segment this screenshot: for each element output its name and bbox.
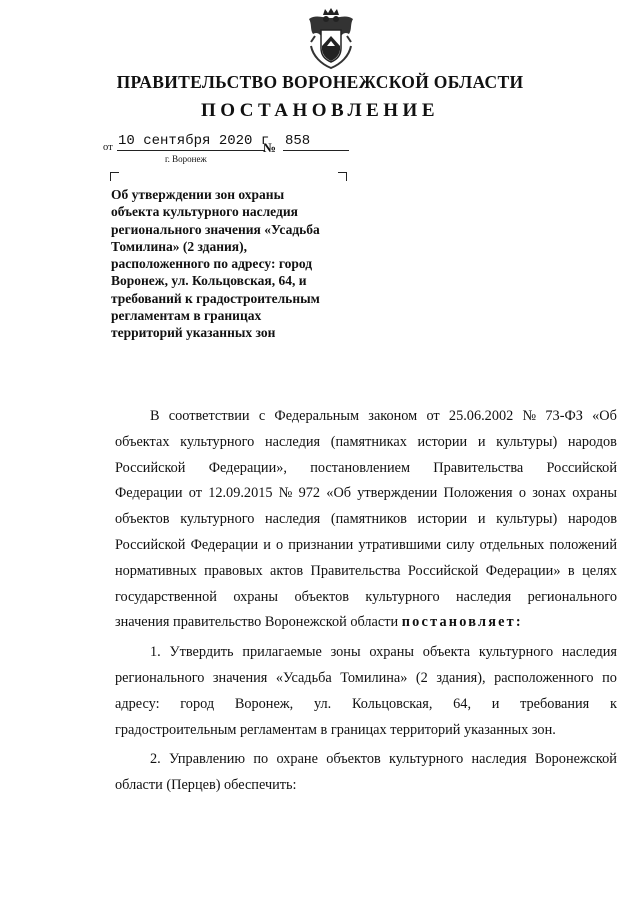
word: силу — [446, 536, 475, 553]
word: от — [188, 485, 202, 502]
word: Воронеж, — [234, 695, 294, 712]
word: о — [518, 485, 526, 502]
word: прилагаемые — [242, 644, 322, 661]
title-line: Воронеж, ул. Кольцовская, 64, и — [111, 273, 307, 289]
city: г. Воронеж — [165, 154, 207, 164]
word: государственной — [115, 588, 217, 605]
word: культуры) — [496, 511, 558, 528]
title-line: Томилина» (2 здания), — [111, 238, 247, 254]
word: наследия — [456, 588, 512, 605]
word: Федерации» — [485, 562, 561, 579]
preamble-line — [115, 481, 617, 507]
number-sign: № — [263, 140, 277, 155]
word: (2 — [415, 669, 428, 686]
word: актов — [270, 562, 304, 579]
word: Управлению — [169, 751, 246, 768]
preamble-line — [115, 585, 617, 611]
word: наследия — [471, 751, 527, 768]
word: законом — [368, 408, 418, 424]
word: зонах — [532, 485, 567, 502]
item-2-line — [115, 747, 617, 773]
number-underline — [283, 150, 349, 151]
title-line: территорий указанных зон — [111, 325, 276, 341]
word: Российской — [115, 536, 186, 553]
date-prefix: от — [103, 142, 113, 153]
word: № — [522, 408, 537, 424]
title-line: требований к градостроительным — [111, 290, 320, 306]
document-body — [115, 404, 617, 799]
word: адресу: — [115, 695, 160, 712]
word: соответствии — [168, 408, 250, 424]
number-value: 858 — [285, 133, 311, 149]
word: охраны — [233, 588, 279, 605]
preamble-paragraph — [115, 404, 617, 636]
word: наследия — [264, 433, 321, 450]
word: 12.09.2015 — [208, 485, 273, 502]
word: народов — [567, 433, 617, 450]
word: наследия — [265, 511, 321, 528]
word: здания), — [436, 669, 486, 686]
word: объекта — [422, 644, 471, 661]
word: к — [609, 695, 617, 712]
word: 73-ФЗ — [545, 408, 583, 424]
title-line: регионального значения «Усадьба — [111, 221, 320, 237]
word: 64, — [453, 695, 472, 712]
word: ул. — [313, 695, 332, 712]
word: отдельных — [479, 536, 545, 553]
word: 972 — [298, 485, 321, 502]
word: (памятников — [330, 511, 407, 528]
word: 25.06.2002 — [448, 408, 514, 424]
word: Воронежской — [534, 751, 617, 768]
word: по — [602, 669, 617, 686]
preamble-line — [115, 507, 617, 533]
word: Положения — [443, 485, 513, 502]
word: Утвердить — [169, 644, 234, 661]
item-2-line: области (Перцев) обеспечить: — [115, 777, 297, 794]
word: утратившими — [358, 536, 442, 553]
word: культурного — [180, 433, 255, 450]
word: Правительства — [433, 459, 524, 476]
word: культурного — [365, 588, 440, 605]
word: значения — [212, 669, 268, 686]
word: культуры) — [496, 433, 558, 450]
word: правовых — [204, 562, 263, 579]
item-2-paragraph — [115, 747, 617, 799]
word: и — [477, 433, 486, 450]
document-title — [111, 186, 361, 342]
decree-word: постановляет: — [401, 614, 523, 631]
word: и — [477, 511, 486, 528]
coat-of-arms-icon — [303, 6, 359, 70]
word: № — [278, 485, 293, 502]
word: истории — [417, 511, 468, 528]
date-underline — [117, 150, 265, 151]
word: положений — [549, 536, 617, 553]
preamble-tail: значения правительство Воронежской области — [115, 614, 402, 631]
word: охране — [276, 751, 318, 768]
date-number-line — [103, 133, 353, 153]
title-line: объекта культурного наследия — [111, 204, 298, 220]
preamble-line — [115, 559, 617, 585]
title-corner-left — [110, 172, 119, 181]
word: (памятниках — [330, 433, 407, 450]
word: утверждении — [357, 485, 438, 502]
word: объектах — [115, 433, 170, 450]
word: регионального — [527, 588, 617, 605]
word: «Усадьба — [275, 669, 332, 686]
title-line: регламентам в границах — [111, 308, 262, 324]
word: охраны — [572, 485, 617, 502]
word: народов — [567, 511, 617, 528]
word: охраны — [369, 644, 415, 661]
item-1-line: градостроительным регламентам в границах территорий указанных зон. — [115, 721, 556, 738]
word: «Об — [326, 485, 352, 502]
organization-name: ПРАВИТЕЛЬСТВО ВОРОНЕЖСКОЙ ОБЛАСТИ — [116, 72, 524, 92]
date-value: 10 сентября 2020 г — [118, 133, 270, 149]
word: Федеральным — [274, 408, 360, 424]
preamble-line — [115, 404, 617, 430]
word: зоны — [330, 644, 361, 661]
word: город — [180, 695, 215, 712]
preamble-line-last — [115, 610, 617, 636]
word: Кольцовская, — [351, 695, 433, 712]
document-type: ПОСТАНОВЛЕНИЕ — [200, 100, 440, 121]
word: постановлением — [310, 459, 411, 476]
item-1-line — [115, 640, 617, 666]
title-line: расположенного по адресу: город — [111, 256, 313, 272]
word: требования — [520, 695, 590, 712]
word: Томилина» — [340, 669, 408, 686]
word: «Об — [592, 408, 617, 424]
word: В — [150, 408, 160, 424]
word: истории — [417, 433, 468, 450]
word: Российской — [546, 459, 617, 476]
preamble-line — [115, 533, 617, 559]
item-1-line — [115, 692, 617, 718]
word: культурного — [180, 511, 255, 528]
word: расположенного — [494, 669, 594, 686]
word: объектов — [326, 751, 381, 768]
word: с — [258, 408, 266, 424]
word: регионального — [115, 669, 205, 686]
item-1-paragraph — [115, 640, 617, 743]
word: Федерации — [190, 536, 259, 553]
word: культурного — [389, 751, 464, 768]
item-1-line — [115, 666, 617, 692]
word: и — [491, 695, 500, 712]
word: целях — [582, 562, 617, 579]
word: нормативных — [115, 562, 197, 579]
preamble-line — [115, 430, 617, 456]
word: в — [567, 562, 575, 579]
word: Федерации — [115, 485, 183, 502]
word: культурного — [478, 644, 554, 661]
word: Российской — [407, 562, 479, 579]
word: 2. — [150, 751, 161, 768]
word: 1. — [150, 644, 161, 661]
word: по — [253, 751, 269, 768]
word: Российской — [115, 459, 186, 476]
word: объектов — [115, 511, 170, 528]
title-line: Об утверждении зон охраны — [111, 187, 285, 202]
word: о — [275, 536, 284, 553]
word: от — [426, 408, 440, 424]
title-corner-right — [338, 172, 347, 181]
preamble-line — [115, 456, 617, 482]
word: Федерации», — [208, 459, 287, 476]
word: объектов — [294, 588, 349, 605]
word: признании — [288, 536, 354, 553]
word: и — [263, 536, 271, 553]
word: Правительства — [310, 562, 401, 579]
word: наследия — [561, 644, 617, 661]
